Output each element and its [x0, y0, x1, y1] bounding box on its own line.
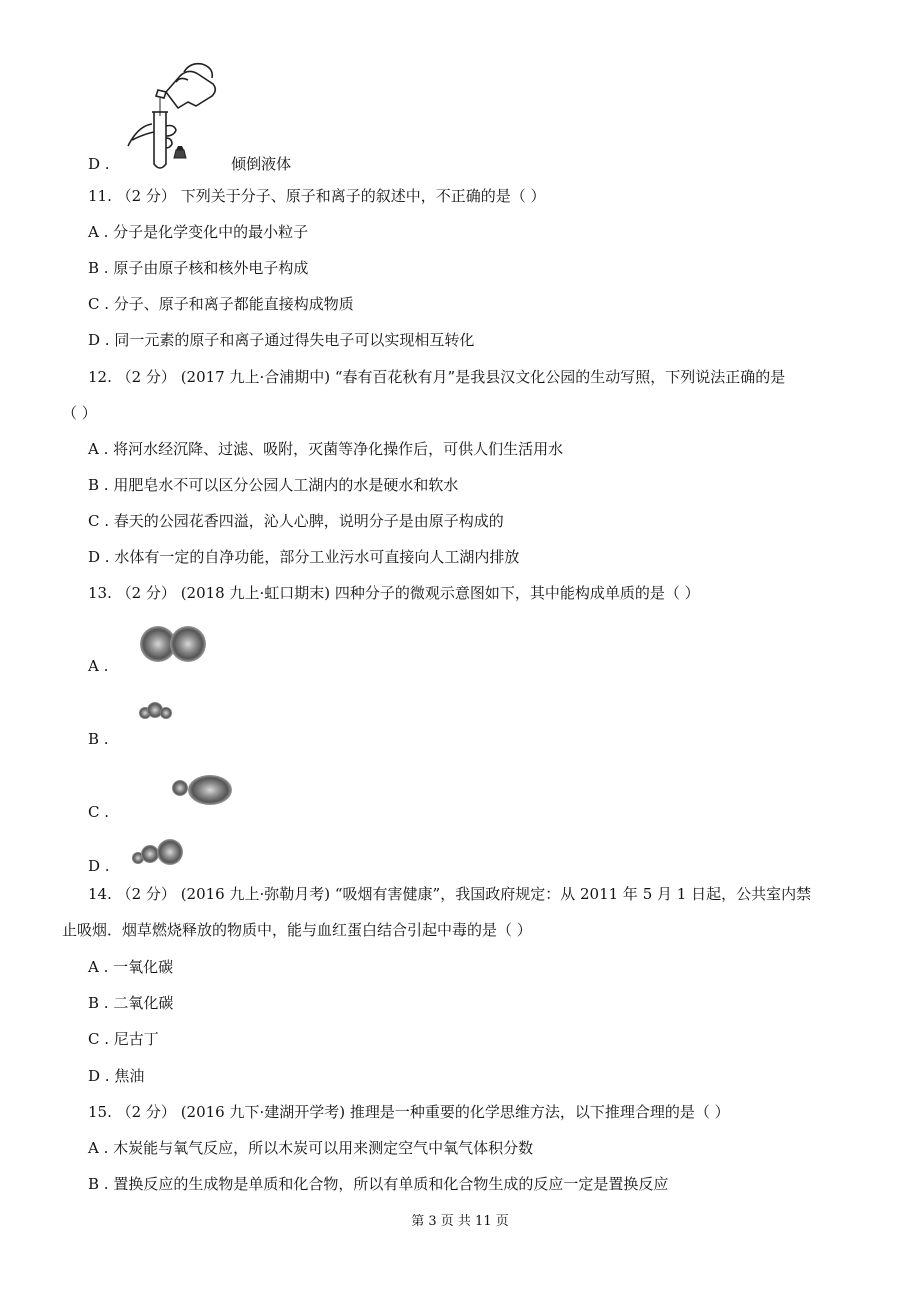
q10-option-d-text: 倾倒液体	[231, 155, 292, 173]
molecule-c-diagram	[170, 774, 236, 806]
q12-option-b: B . 用肥皂水不可以区分公园人工湖内的水是硬水和软水	[88, 476, 459, 494]
molecule-a-diagram	[138, 625, 242, 663]
q13-stem: 13. （2 分） (2018 九上·虹口期末) 四种分子的微观示意图如下，其中能构成单质的是（ ）	[88, 584, 700, 602]
q10-option-d-label: D .	[88, 155, 110, 173]
q14-option-d: D . 焦油	[88, 1067, 145, 1085]
q12-stem: 12. （2 分） (2017 九上·合浦期中) “春有百花秋有月”是我县汉文化公园的生动写照，下列说法正确的是	[88, 368, 786, 386]
q15-stem: 15. （2 分） (2016 九下·建湖开学考) 推理是一种重要的化学思维方法，以下推理合理的是（ ）	[88, 1103, 730, 1121]
q11-option-d: D . 同一元素的原子和离子通过得失电子可以实现相互转化	[88, 331, 475, 349]
q11-option-b: B . 原子由原子核和核外电子构成	[88, 259, 309, 277]
q12-option-a: A . 将河水经沉降、过滤、吸附，灭菌等净化操作后，可供人们生活用水	[88, 440, 564, 458]
q12-option-c: C . 春天的公园花香四溢，沁人心脾，说明分子是由原子构成的	[88, 512, 504, 530]
q14-option-b: B . 二氧化碳	[88, 994, 174, 1012]
q14-option-c: C . 尼古丁	[88, 1030, 159, 1048]
q11-stem: 11. （2 分） 下列关于分子、原子和离子的叙述中，不正确的是（ ）	[88, 187, 546, 205]
q15-option-a: A . 木炭能与氧气反应，所以木炭可以用来测定空气中氧气体积分数	[88, 1139, 534, 1157]
molecule-b-diagram	[136, 700, 176, 722]
q14-stem-continued: 止吸烟．烟草燃烧释放的物质中，能与血红蛋白结合引起中毒的是（ ）	[62, 921, 532, 939]
q13-option-b-label: B .	[88, 730, 109, 748]
q14-stem: 14. （2 分） (2016 九上·弥勒月考) “吸烟有害健康”，我国政府规定：从 2011 年 5 月 1 日起，公共室内禁	[88, 885, 812, 903]
q10-option-d	[88, 154, 291, 174]
q13-option-a-label: A .	[88, 657, 109, 675]
q13-option-d-label: D .	[88, 857, 110, 875]
page-footer: 第 3 页 共 11 页	[411, 1214, 509, 1229]
molecule-d-diagram	[130, 838, 186, 868]
q11-option-c: C . 分子、原子和离子都能直接构成物质	[88, 295, 354, 313]
q13-option-c-label: C .	[88, 803, 110, 821]
q12-option-d: D . 水体有一定的自净功能，部分工业污水可直接向人工湖内排放	[88, 548, 520, 566]
q15-option-b: B . 置换反应的生成物是单质和化合物，所以有单质和化合物生成的反应一定是置换反应	[88, 1175, 669, 1193]
q12-stem-continued: （ ）	[62, 404, 97, 422]
q11-option-a: A . 分子是化学变化中的最小粒子	[88, 223, 309, 241]
q14-option-a: A . 一氧化碳	[88, 958, 174, 976]
